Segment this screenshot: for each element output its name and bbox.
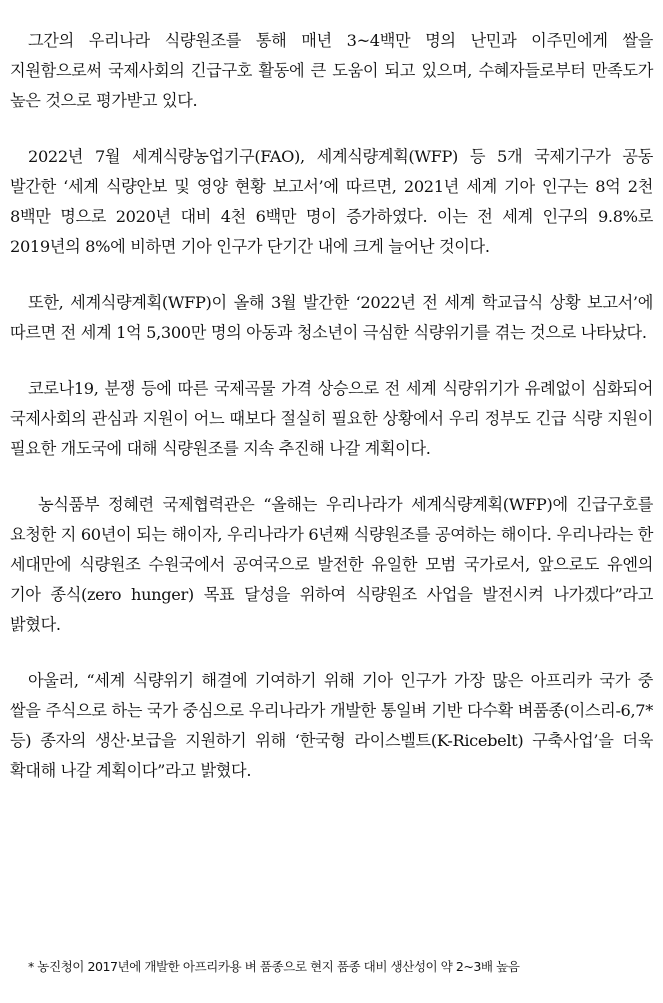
- paragraph-k-ricebelt: 아울러, “세계 식량위기 해결에 기여하기 위해 기아 인구가 가장 많은 아프리카 국가 중 쌀을 주식으로 하는 국가 중심으로 우리나라가 개발한 통일벼 기반 다수확 벼품종(이스리-6,7* 등) 종자의 생산·보급을 지원하기 위해 ‘한국형 라이스벨트(K-Ricebelt) 구축사업’을 더욱 확대해 나갈 계획이다”라고 밝혔다.: [10, 671, 653, 780]
- paragraph-rice-aid-results: 그간의 우리나라 식량원조를 통해 매년 3~4백만 명의 난민과 이주민에게 쌀을 지원함으로써 국제사회의 긴급구호 활동에 큰 도움이 되고 있으며, 수혜자들로부터 만족도가 높은 것으로 평가받고 있다.: [10, 31, 653, 110]
- paragraph-food-crisis-plan: 코로나19, 분쟁 등에 따른 국제곡물 가격 상승으로 전 세계 식량위기가 유례없이 심화되어 국제사회의 관심과 지원이 어느 때보다 절실히 필요한 상황에서 우리 정부도 긴급 식량 지원이 필요한 개도국에 대해 식량원조를 지속 추진해 나갈 계획이다.: [10, 379, 653, 458]
- footnote: * 농진청이 2017년에 개발한 아프리카용 벼 품종으로 현지 품종 대비 생산성이 약 2~3배 높음: [28, 959, 520, 974]
- paragraph-school-meals-report: 또한, 세계식량계획(WFP)이 올해 3월 발간한 ‘2022년 전 세계 학교급식 상황 보고서’에 따르면 전 세계 1억 5,300만 명의 아동과 청소년이 극심한 식량위기를 겪는 것으로 나타났다.: [10, 293, 653, 342]
- paragraph-official-quote: 농식품부 정혜련 국제협력관은 “올해는 우리나라가 세계식량계획(WFP)에 긴급구호를 요청한 지 60년이 되는 해이자, 우리나라가 6년째 식량원조를 공여하는 해이다. 우리나라는 한 세대만에 식량원조 수원국에서 공여국으로 발전한 유일한 모범 국가로서, 앞으로도 유엔의 기아 종식(zero hunger) 목표 달성을 위하여 식량원조 사업을 발전시켜 나가겠다”라고 밝혔다.: [10, 495, 653, 634]
- paragraph-hunger-report-2021: 2022년 7월 세계식량농업기구(FAO), 세계식량계획(WFP) 등 5개 국제기구가 공동 발간한 ‘세계 식량안보 및 영양 현황 보고서’에 따르면, 2021년 세계 기아 인구는 8억 2천 8백만 명으로 2020년 대비 4천 6백만 명이 증가하였다. 이는 전 세계 인구의 9.8%로 2019년의 8%에 비하면 기아 인구가 단기간 내에 크게 늘어난 것이다.: [10, 147, 653, 256]
